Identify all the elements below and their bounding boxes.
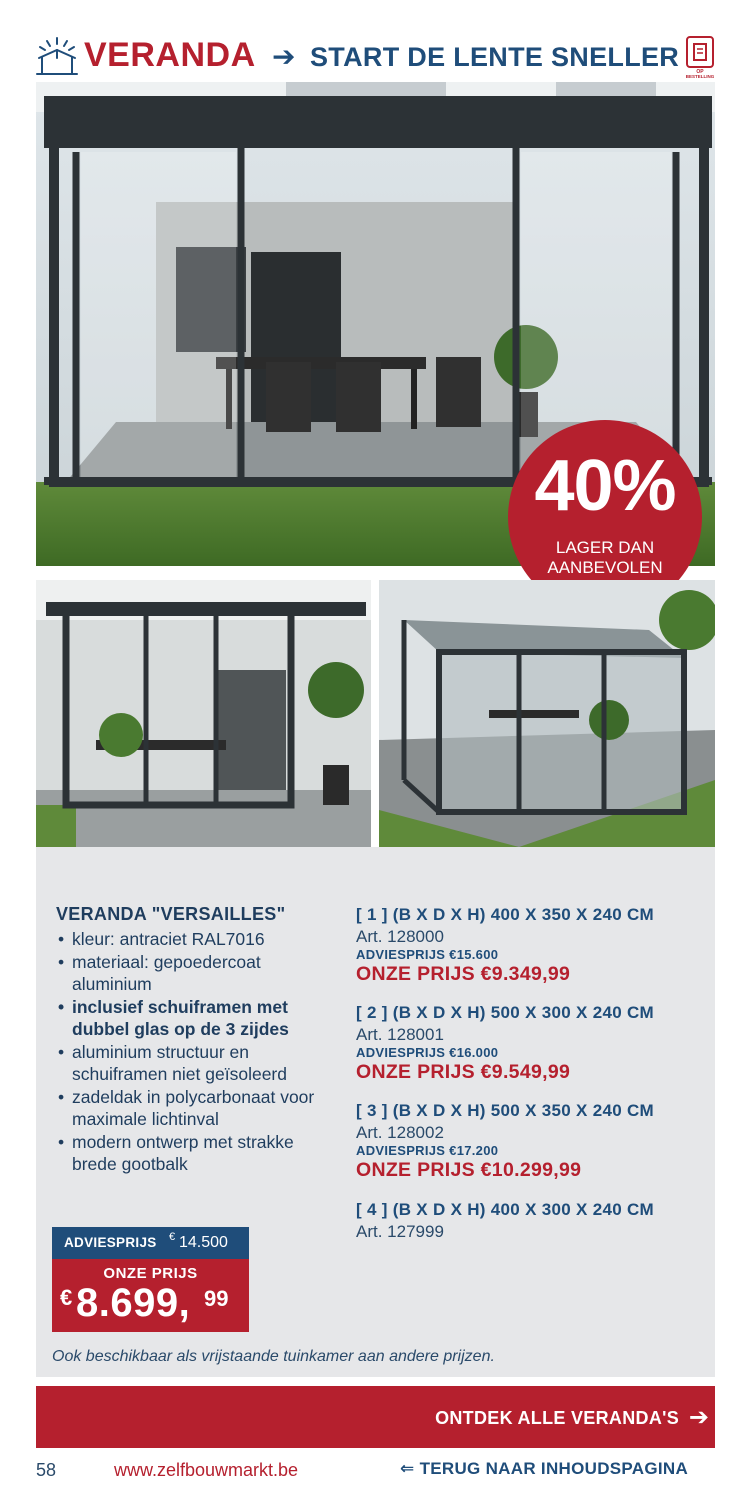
page-header: [0, 0, 750, 82]
feature-item: • materiaal: gepoedercoat aluminium: [56, 951, 326, 996]
variant-size: [ 2 ] (B X D X H) 500 X 300 X 240 CM: [356, 1003, 655, 1022]
advies-label: ADVIESPRIJS: [64, 1235, 157, 1250]
variant-price: ONZE PRIJS €9.549,99: [356, 1061, 571, 1083]
discover-verandas-button[interactable]: [36, 1386, 715, 1448]
variant-size: [ 4 ] (B X D X H) 400 X 300 X 240 CM: [356, 1200, 655, 1219]
discount-value: 40%: [534, 446, 676, 526]
variant-advies-price: ADVIESPRIJS €16.000: [356, 1045, 499, 1060]
availability-note: Ook beschikbaar als vrijstaande tuinkamer aan andere prijzen.: [52, 1348, 495, 1365]
onze-price-block: [52, 1259, 249, 1332]
page-title: VERANDA: [84, 36, 256, 74]
discount-line: AANBEVOLEN: [547, 558, 663, 577]
advies-price-bar: [52, 1227, 249, 1259]
onze-price-cents: 99: [204, 1286, 229, 1311]
discount-line: LAGER DAN: [555, 538, 655, 557]
arrow-right-icon: ➔: [272, 41, 296, 72]
svg-text:OP: OP: [696, 69, 704, 75]
page-subtitle: START DE LENTE SNELLER: [310, 42, 680, 72]
product-name: VERANDA "VERSAILLES": [56, 904, 286, 924]
feature-item: • kleur: antraciet RAL7016: [56, 928, 326, 951]
price-box: [52, 1227, 249, 1332]
variant-article: Art. 128001: [356, 1025, 444, 1044]
variant-size: [ 3 ] (B X D X H) 500 X 350 X 240 CM: [356, 1101, 655, 1120]
veranda-side-photo: [36, 580, 371, 847]
svg-text:BESTELLING: BESTELLING: [685, 74, 715, 78]
onze-price-value: 8.699,: [76, 1281, 191, 1325]
advies-value: 14.500: [179, 1234, 228, 1251]
veranda-icon: [36, 36, 78, 76]
cta-label: ONTDEK ALLE VERANDA'S: [435, 1408, 679, 1428]
feature-item: • inclusief schuiframen met dubbel glas op de 3 zijdes: [56, 996, 326, 1041]
page-number: 58: [36, 1460, 57, 1480]
euro-sign: €: [169, 1231, 176, 1243]
variant-4: [356, 1199, 706, 1242]
variant-advies-price: ADVIESPRIJS €15.600: [356, 947, 499, 962]
variant-price: ONZE PRIJS €9.349,99: [356, 963, 571, 985]
feature-list: [56, 928, 326, 1176]
variant-article: Art. 128000: [356, 927, 444, 946]
feature-item: • modern ontwerp met strakke brede gootbalk: [56, 1131, 326, 1176]
variant-1: [356, 904, 706, 986]
euro-sign: €: [60, 1285, 73, 1310]
back-to-contents-link[interactable]: ⇐ TERUG NAAR INHOUDSPAGINA: [400, 1459, 689, 1478]
variant-price: ONZE PRIJS €10.299,99: [356, 1159, 582, 1181]
variant-3: [356, 1100, 706, 1182]
variant-2: [356, 1002, 706, 1084]
variant-article: Art. 127999: [356, 1222, 444, 1241]
arrow-right-icon: ➔: [688, 1404, 709, 1431]
website-link[interactable]: www.zelfbouwmarkt.be: [114, 1460, 299, 1480]
variant-article: Art. 128002: [356, 1123, 444, 1142]
variant-size: [ 1 ] (B X D X H) 400 X 350 X 240 CM: [356, 905, 655, 924]
variant-advies-price: ADVIESPRIJS €17.200: [356, 1143, 499, 1158]
onze-price-label: ONZE PRIJS: [103, 1265, 198, 1282]
feature-item: • aluminium structuur en schuiframen niet geïsoleerd: [56, 1041, 326, 1086]
feature-item: • zadeldak in polycarbonaat voor maximale lichtinval: [56, 1086, 326, 1131]
order-badge-icon: [684, 36, 716, 78]
veranda-corner-photo: [379, 580, 715, 847]
